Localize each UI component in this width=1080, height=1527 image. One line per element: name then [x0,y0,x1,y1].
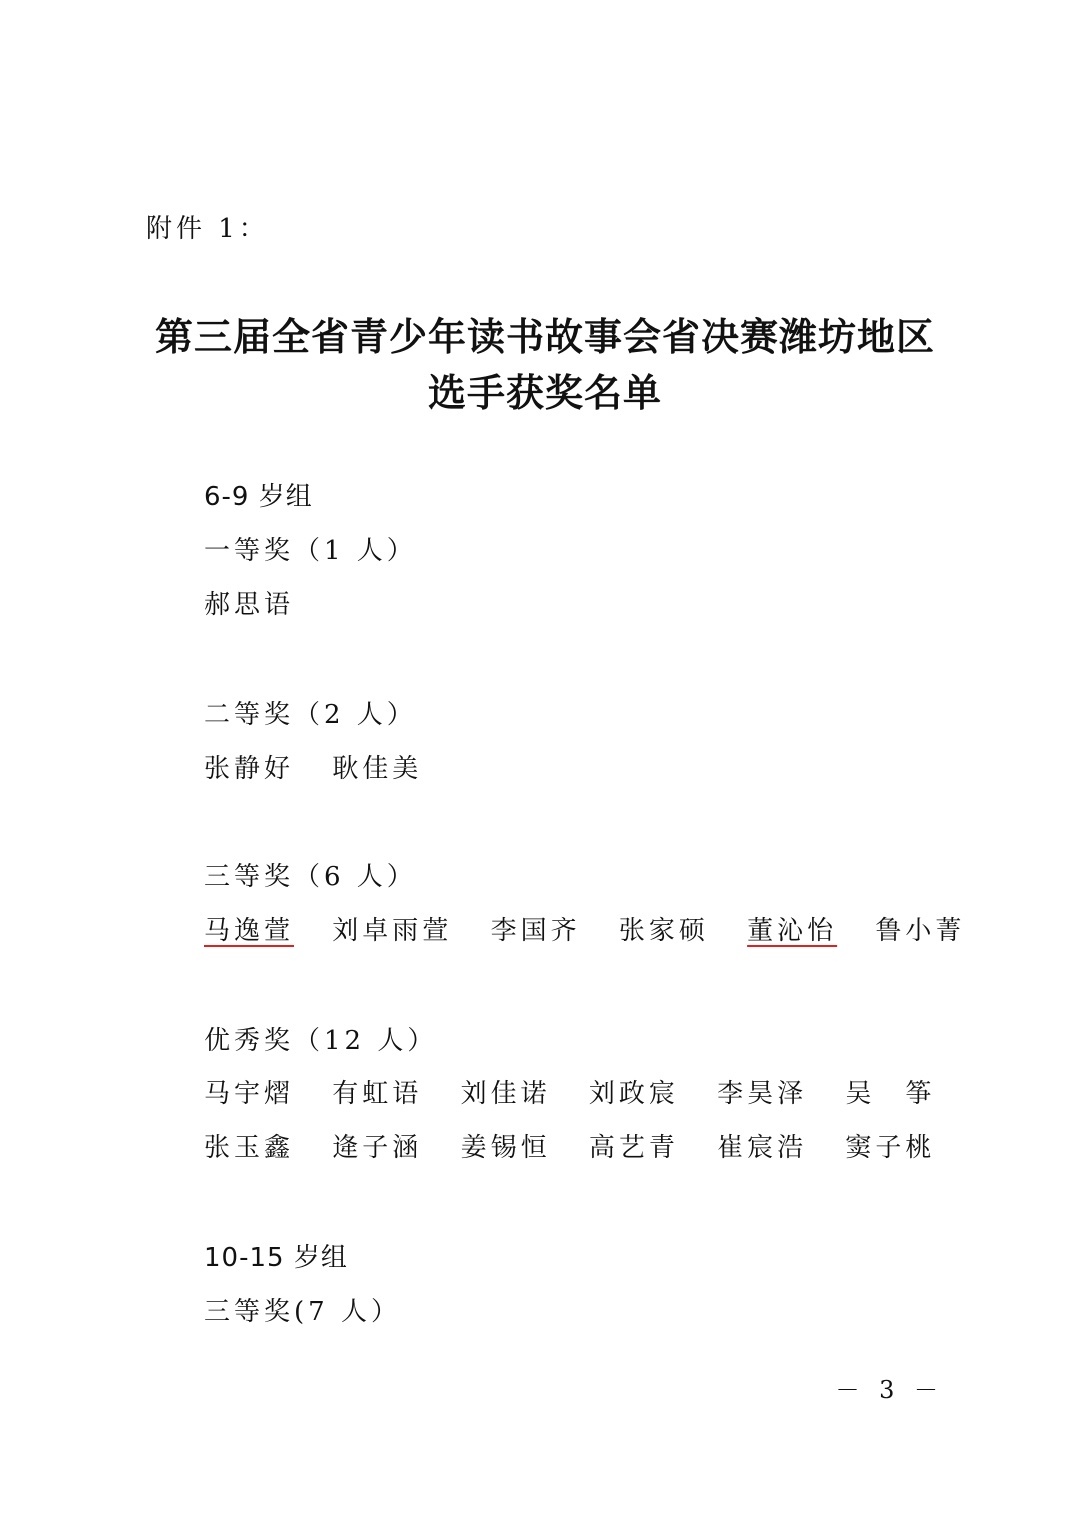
second-prize-heading: 二等奖（2 人） [204,700,417,730]
winner-name: 吴 筝 [845,1079,936,1109]
winner-name: 刘卓雨萱 [332,916,453,946]
age-group-10-15-heading: 10-15 岁组 [204,1243,348,1273]
winner-name-underlined: 董沁怡 [747,916,838,946]
group2-third-prize-heading: 三等奖(7 人） [204,1297,401,1327]
winner-name: 李昊泽 [717,1079,808,1109]
winner-name: 张家硕 [618,916,709,946]
winner-name: 刘政宸 [588,1079,679,1109]
document-title-line2: 选手获奖名单 [427,370,662,415]
second-prize-names [204,752,448,786]
winner-name: 窦子桃 [845,1133,936,1163]
winner-name: 李国齐 [490,916,581,946]
winner-name: 马宇熠 [204,1079,295,1109]
first-prize-heading: 一等奖（1 人） [204,536,417,566]
page-number: － 3 － [835,1376,944,1404]
third-prize-heading: 三等奖（6 人） [204,862,417,892]
winner-name: 鲁小菁 [875,916,966,946]
winner-name: 崔宸浩 [717,1133,808,1163]
winner-name: 姜锡恒 [460,1133,551,1163]
merit-prize-heading: 优秀奖（12 人） [204,1026,438,1056]
first-prize-names [204,588,320,622]
winner-name: 高艺青 [588,1133,679,1163]
winner-name: 张玉鑫 [204,1133,295,1163]
winner-name: 逄子涵 [332,1133,423,1163]
merit-prize-names-row2 [204,1131,961,1165]
merit-prize-names-row1 [204,1077,961,1111]
winner-name: 郝思语 [204,590,295,620]
attachment-label: 附件 1： [146,214,269,244]
age-group-6-9-heading: 6-9 岁组 [204,482,313,512]
document-title-line1: 第三届全省青少年读书故事会省决赛潍坊地区 [154,314,935,359]
winner-name: 耿佳美 [332,754,423,784]
winner-name: 刘佳诺 [460,1079,551,1109]
winner-name: 有虹语 [332,1079,423,1109]
third-prize-names [204,914,991,948]
winner-name-underlined: 马逸萱 [204,916,295,946]
winner-name: 张静好 [204,754,295,784]
